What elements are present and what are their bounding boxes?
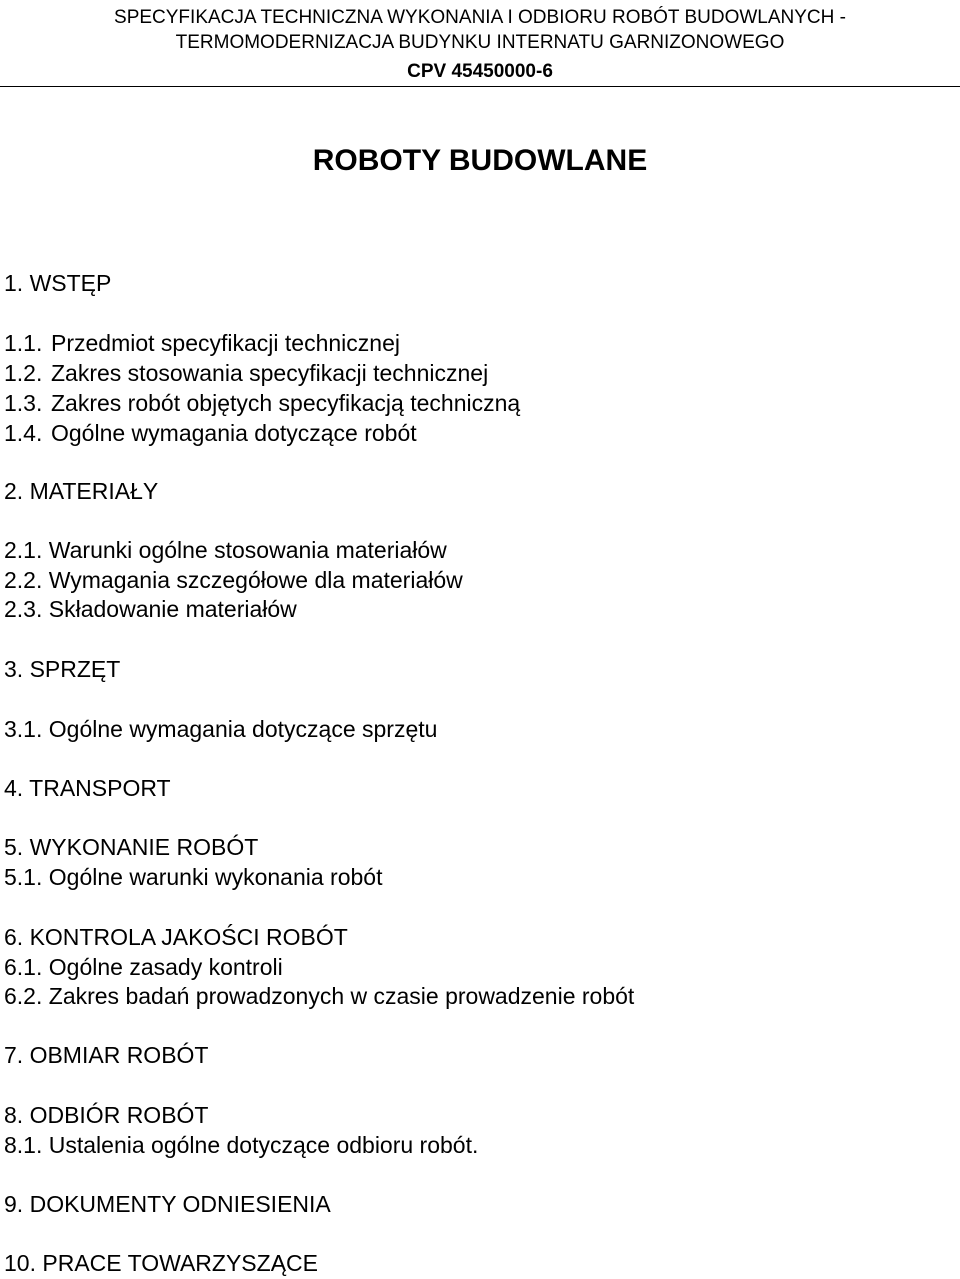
- toc-text: Składowanie materiałów: [48, 596, 297, 622]
- toc-text: Przedmiot specyfikacji technicznej: [51, 330, 400, 356]
- toc-item-6-1: [4, 952, 283, 982]
- toc-item-2-3: [4, 594, 297, 624]
- toc-item-2-1: [4, 535, 447, 565]
- toc-text: Ogólne wymagania dotyczące robót: [51, 420, 417, 446]
- toc-text: Zakres stosowania specyfikacji technicznej: [51, 360, 489, 386]
- document-title: ROBOTY BUDOWLANE: [312, 144, 648, 177]
- toc-number: 1.1.: [4, 330, 43, 356]
- toc-item-2-2: [4, 565, 463, 595]
- toc-item-5-1: [4, 862, 382, 892]
- toc-section-6: [4, 922, 348, 952]
- toc-item-1-1: [4, 328, 400, 358]
- toc-number: 6.: [4, 924, 24, 950]
- toc-number: 3.: [4, 656, 24, 682]
- toc-section-5: [4, 832, 258, 862]
- toc-item-1-4: [4, 418, 417, 448]
- toc-number: 2.1.: [4, 537, 43, 563]
- toc-text: Ustalenia ogólne dotyczące odbioru robót.: [48, 1132, 479, 1158]
- toc-text: Ogólne warunki wykonania robót: [48, 864, 383, 890]
- toc-text: Wymagania szczegółowe dla materiałów: [48, 567, 463, 593]
- toc-text: PRACE TOWARZYSZĄCE: [42, 1250, 318, 1276]
- toc-number: 1.4.: [4, 420, 43, 446]
- toc-text: WSTĘP: [29, 270, 112, 296]
- toc-number: 5.1.: [4, 864, 43, 890]
- toc-number: 7.: [4, 1042, 24, 1068]
- toc-number: 1.: [4, 270, 24, 296]
- toc-number: 1.2.: [4, 360, 43, 386]
- toc-number: 1.3.: [4, 390, 43, 416]
- toc-text: Warunki ogólne stosowania materiałów: [48, 537, 447, 563]
- document-header: [0, 5, 960, 84]
- toc-text: Ogólne zasady kontroli: [48, 954, 283, 980]
- toc-text: Ogólne wymagania dotyczące sprzętu: [48, 716, 438, 742]
- toc-text: TRANSPORT: [29, 775, 171, 801]
- toc-section-8: [4, 1100, 208, 1130]
- toc-section-10: [4, 1248, 318, 1278]
- toc-section-2: [4, 476, 158, 506]
- toc-text: Zakres robót objętych specyfikacją techniczną: [51, 390, 521, 416]
- toc-section-7: [4, 1040, 208, 1070]
- toc-number: 2.2.: [4, 567, 43, 593]
- toc-section-4: [4, 773, 171, 803]
- toc-number: 10.: [4, 1250, 36, 1276]
- toc-number: 8.1.: [4, 1132, 43, 1158]
- toc-number: 3.1.: [4, 716, 43, 742]
- toc-number: 9.: [4, 1191, 24, 1217]
- header-title-line-2: TERMOMODERNIZACJA BUDYNKU INTERNATU GARNIZONOWEGO: [175, 32, 785, 53]
- toc-text: Zakres badań prowadzonych w czasie prowadzenie robót: [48, 983, 635, 1009]
- toc-number: 6.1.: [4, 954, 43, 980]
- header-title-line-1: SPECYFIKACJA TECHNICZNA WYKONANIA I ODBIORU ROBÓT BUDOWLANYCH -: [114, 7, 846, 28]
- toc-section-3: [4, 654, 120, 684]
- toc-number: 6.2.: [4, 983, 43, 1009]
- toc-text: MATERIAŁY: [29, 478, 159, 504]
- cpv-code: CPV 45450000-6: [407, 61, 553, 82]
- toc-section-9: [4, 1189, 331, 1219]
- toc-number: 2.: [4, 478, 24, 504]
- toc-text: SPRZĘT: [29, 656, 121, 682]
- toc-item-6-2: [4, 981, 634, 1011]
- toc-text: KONTROLA JAKOŚCI ROBÓT: [29, 924, 348, 950]
- toc-item-1-2: [4, 358, 488, 388]
- toc-number: 4.: [4, 775, 24, 801]
- toc-item-1-3: [4, 388, 520, 418]
- toc-text: ODBIÓR ROBÓT: [29, 1102, 209, 1128]
- toc-item-3-1: [4, 714, 437, 744]
- toc-item-8-1: [4, 1130, 478, 1160]
- toc-text: DOKUMENTY ODNIESIENIA: [29, 1191, 331, 1217]
- toc-section-1: [4, 268, 111, 298]
- header-divider: [0, 86, 960, 87]
- toc-text: OBMIAR ROBÓT: [29, 1042, 209, 1068]
- toc-number: 8.: [4, 1102, 24, 1128]
- toc-number: 5.: [4, 834, 24, 860]
- toc-number: 2.3.: [4, 596, 43, 622]
- toc-text: WYKONANIE ROBÓT: [29, 834, 259, 860]
